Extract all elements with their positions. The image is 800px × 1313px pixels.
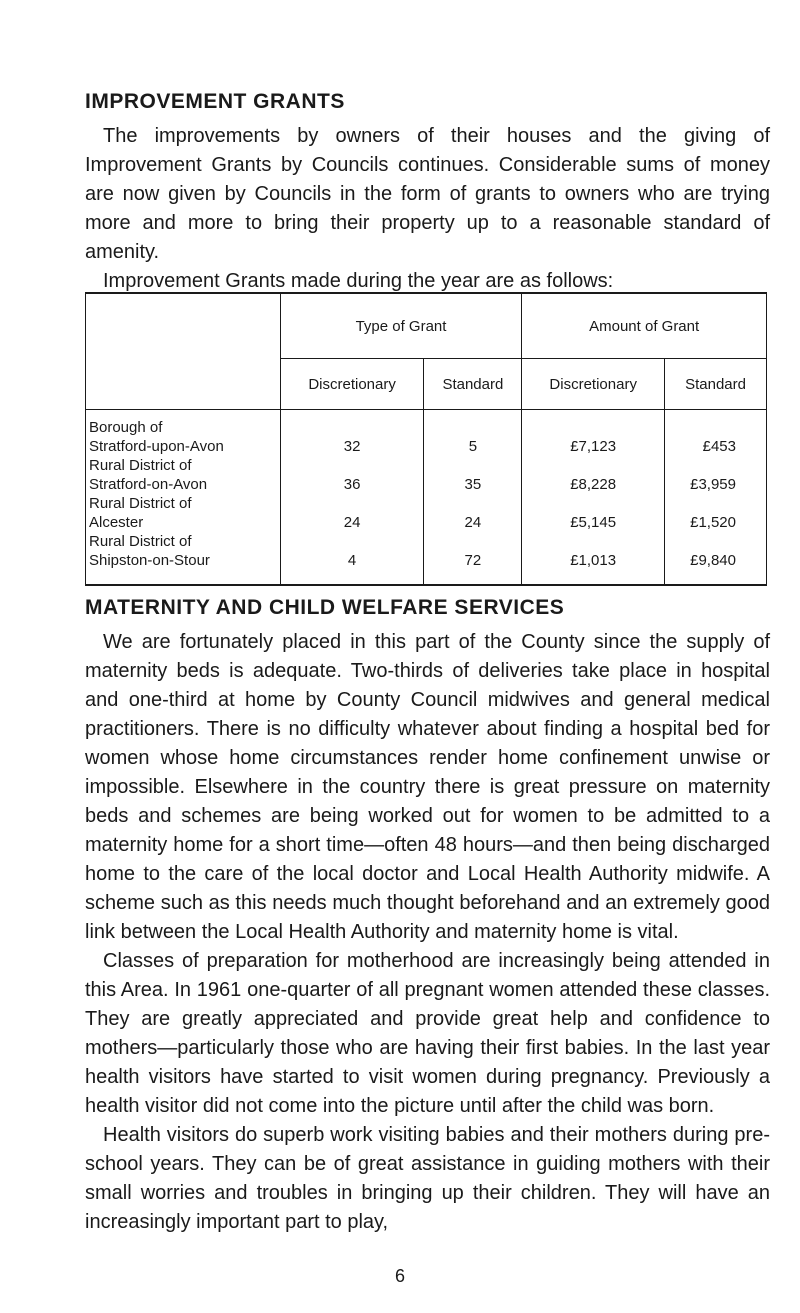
maternity-paragraph-1: We are fortunately placed in this part of the County since the supply of maternity beds is adequate. Two-thirds of deliveries take place in hospital and one-third at home by County Council midwives and general medical practitioners. There is no difficulty whatever about finding a hospital bed for women whose home circumstances render home confinement unwise or impossible. Elsewhere in the country there is great pressure on maternity beds and schemes are being worked out for women to be admitted to a maternity home for a short time—often 48 hours—and then being discharged home to the care of the local doctor and Local Health Authority midwife. A scheme such as this needs much thought beforehand and an extremely good link between the Local Health Authority and maternity home is vital. — [85, 631, 770, 943]
grants-table — [85, 292, 767, 586]
discretionary-count-cell: 32 — [280, 410, 424, 457]
amount-standard-header: Standard — [665, 359, 767, 410]
standard-count-cell: 24 — [424, 494, 522, 532]
maternity-paragraph-3: Health visitors do superb work visiting babies and their mothers during pre-school years. They can be of great assistance in guiding mothers with their small worries and troubles in bringing up their children. They will have an increasingly important part to play, — [85, 1124, 770, 1233]
discretionary-count-cell: 24 — [280, 494, 424, 532]
discretionary-count-cell: 36 — [280, 456, 424, 494]
district-name: Alcester — [89, 514, 144, 531]
district-prefix: Borough of — [89, 419, 163, 436]
table-group-header-row — [86, 293, 767, 359]
district-prefix: Rural District of — [89, 457, 192, 474]
type-standard-header: Standard — [424, 359, 522, 410]
district-name: Stratford-upon-Avon — [89, 438, 224, 455]
improvement-heading: IMPROVEMENT GRANTS — [85, 90, 345, 113]
type-discretionary-header: Discretionary — [280, 359, 424, 410]
district-prefix: Rural District of — [89, 495, 192, 512]
standard-amount-cell: £3,959 — [665, 456, 767, 494]
district-prefix: Rural District of — [89, 533, 192, 550]
discretionary-amount-cell: £8,228 — [522, 456, 665, 494]
maternity-paragraph-2: Classes of preparation for motherhood are increasingly being attended in this Area. In 1961 one-quarter of all pregnant women attended these classes. They are greatly appreciated and provide great help and confidence to mothers—particularly those who are having their first babies. In the last year health visitors have started to visit women during pregnancy. Previously a health visitor did not come into the picture until after the child was born. — [85, 950, 770, 1117]
discretionary-amount-cell: £7,123 — [522, 410, 665, 457]
page-number: 6 — [394, 1266, 405, 1286]
discretionary-amount-cell: £5,145 — [522, 494, 665, 532]
blank-header-cell — [86, 293, 281, 410]
table-row — [86, 532, 767, 585]
maternity-heading: MATERNITY AND CHILD WELFARE SERVICES — [85, 596, 565, 619]
discretionary-count-cell: 4 — [280, 532, 424, 585]
standard-count-cell: 35 — [424, 456, 522, 494]
standard-amount-cell: £453 — [665, 410, 767, 457]
district-name-cell — [86, 494, 281, 532]
improvement-intro: Improvement Grants made during the year are as follows: — [103, 270, 614, 292]
type-of-grant-header: Type of Grant — [280, 293, 522, 359]
table-row — [86, 410, 767, 457]
maternity-section — [85, 594, 770, 1237]
improvement-paragraph: The improvements by owners of their houses and the giving of Improvement Grants by Councils continues. Considerable sums of money are now given by Councils in the form of grants to owners who are trying more and more to bring their property up to a reasonable standard of amenity. — [85, 125, 770, 263]
table-row — [86, 456, 767, 494]
standard-count-cell: 5 — [424, 410, 522, 457]
table-row — [86, 494, 767, 532]
district-name-cell — [86, 456, 281, 494]
standard-count-cell: 72 — [424, 532, 522, 585]
improvement-section — [85, 88, 770, 569]
district-name-cell — [86, 410, 281, 457]
discretionary-amount-cell: £1,013 — [522, 532, 665, 585]
amount-discretionary-header: Discretionary — [522, 359, 665, 410]
standard-amount-cell: £1,520 — [665, 494, 767, 532]
district-name: Stratford-on-Avon — [89, 476, 208, 493]
standard-amount-cell: £9,840 — [665, 532, 767, 585]
district-name: Shipston-on-Stour — [89, 552, 210, 569]
amount-of-grant-header: Amount of Grant — [522, 293, 767, 359]
district-name-cell — [86, 532, 281, 585]
